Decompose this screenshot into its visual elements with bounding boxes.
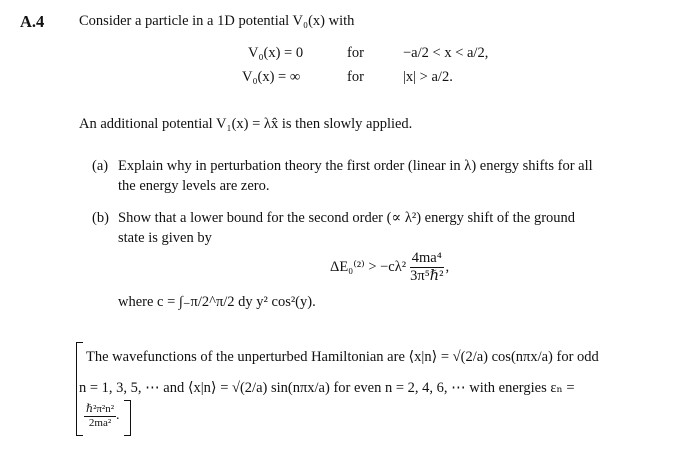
potential-row-2-cond: |x| > a/2. [403, 69, 453, 85]
part-a-line-1: Explain why in perturbation theory the first order (linear in λ) energy shifts for all [118, 158, 593, 174]
part-a-label: (a) [92, 158, 109, 174]
formula-trail: , [445, 258, 450, 275]
potential-row-2-for: for [347, 69, 364, 85]
problem-intro: Consider a particle in a 1D potential V₀(x) with [79, 13, 355, 29]
part-b-line-1: Show that a lower bound for the second order (∝ λ²) energy shift of the ground [118, 210, 576, 226]
energy-numerator: ℏ²π²n² [86, 403, 115, 415]
formula-denominator: 3π⁵ℏ² [410, 267, 444, 284]
hint-line-2: n = 1, 3, 5, ⋯ and ⟨x|n⟩ = √(2/a) sin(nπx/a) for even n = 2, 4, 6, ⋯ with energies εₙ = [79, 380, 575, 396]
part-b-line-2: state is given by [118, 230, 212, 246]
hint-line-1: The wavefunctions of the unperturbed Hamiltonian are ⟨x|n⟩ = √(2/a) cos(nπx/a) for odd [86, 349, 599, 365]
problem-number: A.4 [20, 12, 45, 31]
part-a-line-2: the energy levels are zero. [118, 178, 270, 194]
potential-row-1-for: for [347, 45, 364, 61]
potential-row-1-cond: −a/2 < x < a/2, [403, 45, 489, 61]
part-b-label: (b) [92, 210, 109, 226]
potential-row-2-expr: V₀(x) = ∞ [242, 69, 301, 85]
formula-lhs: ΔE₀⁽²⁾ > −cλ² [330, 258, 407, 275]
formula-fraction [408, 250, 445, 284]
potential-row-1-expr: V₀(x) = 0 [248, 45, 304, 61]
lower-bound-formula [330, 250, 449, 284]
energy-end: . [116, 408, 120, 424]
additional-potential: An additional potential V₁(x) = λx̂ is then slowly applied. [79, 116, 413, 132]
hint-right-bracket [124, 400, 131, 436]
energy-denominator: 2ma² [88, 416, 112, 429]
hint-energy-fraction [84, 403, 120, 429]
where-c-definition: where c = ∫₋π/2^π/2 dy y² cos²(y). [118, 294, 316, 310]
formula-numerator: 4ma⁴ [411, 250, 442, 266]
